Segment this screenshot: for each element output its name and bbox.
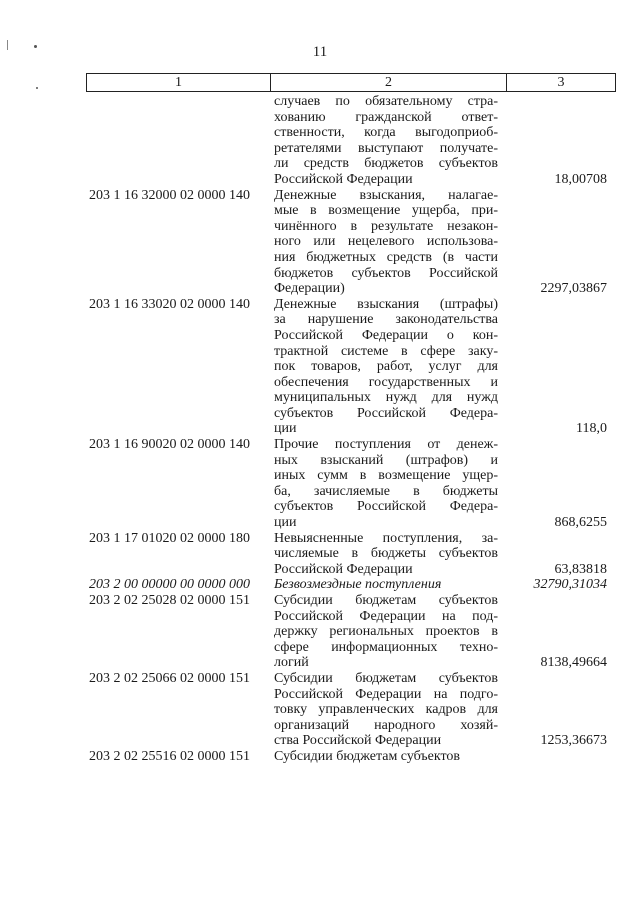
table-body — [0, 94, 640, 765]
row-code: 203 1 16 33020 02 0000 140 — [89, 296, 250, 312]
row-code: 203 2 02 25516 02 0000 151 — [89, 748, 250, 764]
row-description — [274, 188, 498, 297]
scan-speck — [34, 45, 37, 48]
description-line: ли средств бюджетов субъектов — [274, 156, 498, 172]
description-line: держку региональных проектов в — [274, 624, 498, 640]
row-amount: 1253,36673 — [540, 733, 607, 749]
row-code: 203 2 02 25028 02 0000 151 — [89, 593, 250, 608]
row-description — [274, 94, 498, 188]
description-line: ния бюджетных средств (в части — [274, 249, 498, 265]
description-line: случаев по обязательному стра- — [274, 94, 498, 109]
description-line: обеспечения государственных и — [274, 374, 498, 390]
row-description — [274, 671, 498, 749]
table-row — [0, 297, 640, 437]
row-description — [274, 531, 498, 578]
row-amount: 8138,49664 — [540, 655, 607, 671]
row-amount: 2297,03867 — [540, 281, 607, 297]
description-line: ции — [274, 515, 297, 531]
description-line: мые в возмещение ущерба, при- — [274, 203, 498, 219]
header-col-1: 1 — [87, 74, 271, 91]
row-code: 203 1 16 90020 02 0000 140 — [89, 437, 250, 453]
description-line: ции — [274, 421, 297, 437]
table-row — [0, 94, 640, 188]
description-line: Российской Федерации — [274, 561, 413, 577]
page-number: 11 — [312, 44, 328, 60]
table-row — [0, 437, 640, 531]
description-line: логий — [274, 655, 309, 671]
row-code: 203 2 00 00000 00 0000 000 — [89, 577, 250, 593]
description-line: Субсидии бюджетам субъектов — [274, 670, 498, 686]
description-line: ства Российской Федерации — [274, 733, 442, 749]
description-line: муниципальных нужд для нужд — [274, 390, 498, 406]
description-line: ретателями выступают получате- — [274, 140, 498, 156]
row-description — [274, 749, 498, 765]
description-line: ных взысканий (штрафов) и — [274, 452, 498, 468]
description-line: за нарушение законодательства — [274, 312, 498, 328]
row-amount: 63,83818 — [554, 561, 607, 577]
description-line: ного или нецелевого использова- — [274, 234, 498, 250]
description-line: Денежные взыскания (штрафы) — [274, 296, 498, 312]
description-line: бюджетов субъектов Российской — [274, 265, 498, 281]
description-line: ственности, когда выгодоприоб- — [274, 125, 498, 141]
description-line: Российской Федерации — [274, 171, 413, 187]
description-line: Российской Федерации на под- — [274, 608, 498, 624]
table-row — [0, 593, 640, 671]
header-col-2: 2 — [271, 74, 507, 91]
description-line: числяемые в бюджеты субъектов — [274, 546, 498, 562]
description-line: Прочие поступления от денеж- — [274, 437, 498, 453]
description-line: чинённого в результате незакон- — [274, 218, 498, 234]
description-line: Субсидии бюджетам субъектов — [274, 593, 498, 608]
row-code: 203 1 16 32000 02 0000 140 — [89, 187, 250, 203]
description-line: товку управленческих кадров для — [274, 702, 498, 718]
header-col-3: 3 — [557, 75, 565, 90]
row-description — [274, 577, 498, 593]
row-code: 203 2 02 25066 02 0000 151 — [89, 670, 250, 686]
row-description — [274, 297, 498, 437]
row-code: 203 1 17 01020 02 0000 180 — [89, 530, 250, 546]
scan-speck — [36, 87, 38, 89]
description-line: организаций народного хозяй- — [274, 717, 498, 733]
row-description — [274, 593, 498, 671]
description-line: хованию гражданской ответ- — [274, 109, 498, 125]
table-row — [0, 671, 640, 749]
table-row — [0, 749, 640, 765]
row-amount: 32790,31034 — [533, 577, 607, 593]
description-line: Российской Федерации о кон- — [274, 327, 498, 343]
description-line: иных сумм в возмещение ущер- — [274, 468, 498, 484]
description-line: трактной системе в сфере заку- — [274, 343, 498, 359]
description-line: Федерации) — [274, 281, 345, 297]
description-line: Субсидии бюджетам субъектов — [274, 748, 461, 764]
table-row — [0, 531, 640, 578]
description-line: Невыясненные поступления, за- — [274, 530, 498, 546]
scan-speck — [7, 40, 8, 50]
row-amount: 868,6255 — [554, 515, 607, 531]
description-line: Российской Федерации на подго- — [274, 686, 498, 702]
row-description — [274, 437, 498, 531]
description-line: субъектов Российской Федера- — [274, 405, 498, 421]
description-line: сфере информационных техно- — [274, 639, 498, 655]
table-row — [0, 577, 640, 593]
row-amount: 118,0 — [576, 421, 607, 437]
description-line: пок товаров, работ, услуг для — [274, 359, 498, 375]
description-line: Безвозмездные поступления — [274, 577, 442, 593]
description-line: ба, зачисляемые в бюджеты — [274, 483, 498, 499]
description-line: Денежные взыскания, налагае- — [274, 187, 498, 203]
row-amount: 18,00708 — [554, 171, 607, 187]
table-row — [0, 188, 640, 297]
description-line: субъектов Российской Федера- — [274, 499, 498, 515]
table-header-row — [86, 73, 616, 92]
